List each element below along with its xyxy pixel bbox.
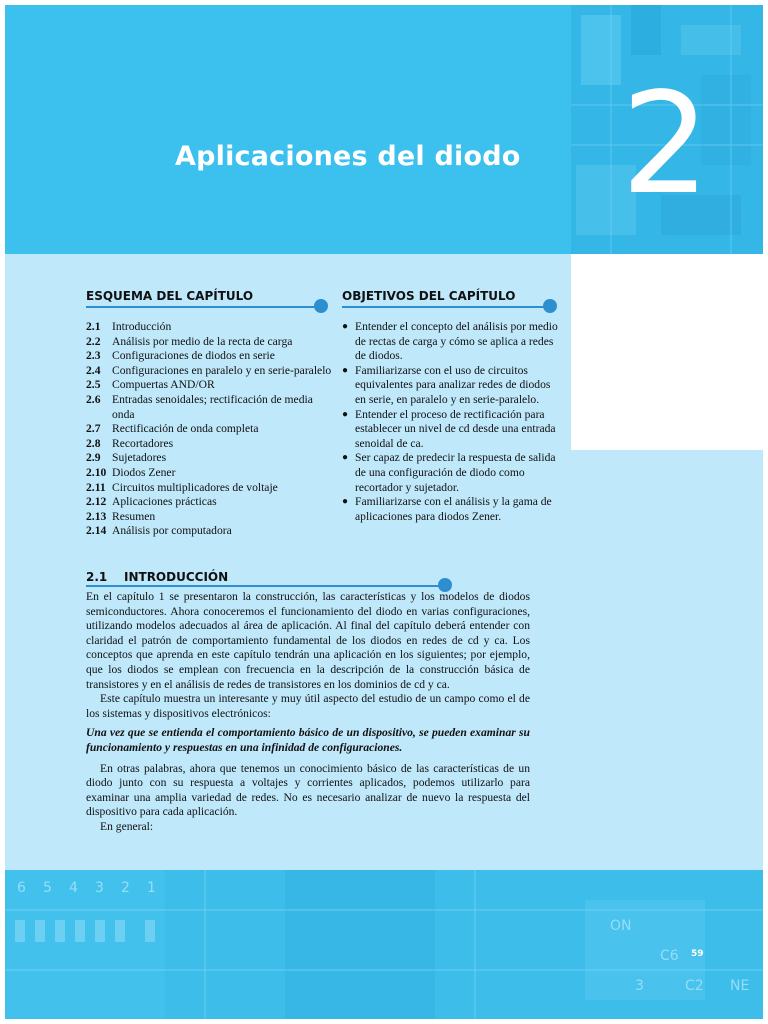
footer-photo-label: 1 [147,880,156,896]
outline-item[interactable]: 2.1 Introducción [86,320,172,333]
outline-item[interactable]: 2.9 Sujetadores [86,451,167,465]
content-panel-lower-extension [571,450,763,870]
outline-item[interactable]: 2.10 Diodos Zener [86,465,176,479]
bullet-icon: ● [342,452,349,464]
outline-item[interactable]: 2.4 Configuraciones en paralelo y en serie-paralelo [86,363,332,377]
outline-item[interactable]: 2.12 Aplicaciones prácticas [86,495,217,509]
objective-item: ● Familiarizarse con el análisis y la gama de aplicaciones para diodos Zener. [342,495,552,523]
footer-photo-label: C2 [685,978,704,994]
paragraph: Este capítulo muestra un interesante y muy útil aspecto del estudio de un campo como el de los sistemas y dispositivos electrónicos: [86,692,530,720]
chapter-outline-list [86,320,336,539]
circuit-board-photo [571,5,763,254]
outline-item[interactable]: 2.2 Análisis por medio de la recta de carga [86,334,293,348]
footer-photo-label: 3 [95,880,104,896]
bullet-icon: ● [342,408,349,420]
bullet-icon: ● [342,496,349,508]
outline-heading-rule [86,306,322,308]
section-heading-rule [86,585,440,587]
outline-item[interactable]: 2.8 Recortadores [86,436,174,450]
page-number: 59 [691,949,704,959]
outline-item[interactable]: 2.3 Configuraciones de diodos en serie [86,349,275,363]
paragraph: En el capítulo 1 se presentaron la construcción, las características y los modelos de diodos semiconductores. Ahora conoceremos el funcionamiento del diodo en varias configuraciones, utilizando modelos adecuados al área de aplicación. Al final del capítulo deberá entender con claridad el patrón de comportamiento fundamental de los diodos en redes de cd y ca. Los conceptos que aprenda en este capítulo tendrán una aplicación en los siguientes; por ejemplo, que los diodos se emplean con frecuencia en la descripción de la construcción básica de transistores y en el análisis de redes de transistores en los dominios de cd y ca. [86,590,530,691]
bullet-icon: ● [342,321,349,332]
outline-item[interactable]: 2.13 Resumen [86,509,156,523]
footer-photo-label: 3 [635,978,644,994]
chapter-objectives-list [342,320,558,524]
footer-photo-label: C6 [660,948,679,964]
objective-item: ● Entender el concepto del análisis por medio de rectas de carga y cómo se aplica a redes de diodos. [342,320,558,363]
bullet-icon: ● [342,364,349,376]
footer-circuit-image [5,870,763,1019]
paragraph: En general: [100,819,154,833]
emphasis-statement: Una vez que se entienda el comportamiento básico de un dispositivo, se pueden examinar su funcionamiento y respuestas en una infinidad de configuraciones. [86,726,530,754]
chapter-title: Aplicaciones del diodo [175,141,521,172]
objectives-heading-dot [543,299,557,313]
outline-item[interactable]: 2.14 Análisis por computadora [86,524,232,538]
outline-heading-dot [314,299,328,313]
outline-heading: ESQUEMA DEL CAPÍTULO [86,289,254,303]
section-body-text [86,590,530,835]
outline-item[interactable]: 2.5 Compuertas AND/OR [86,378,215,392]
objectives-heading: OBJETIVOS DEL CAPÍTULO [342,289,516,303]
footer-circuit-photo [5,870,763,1019]
section-number: 2.1 [86,570,108,584]
outline-item[interactable]: 2.11 Circuitos multiplicadores de voltaje [86,480,278,494]
objective-item: ● Entender el proceso de rectificación para establecer un nivel de cd desde una entrada senoidal de ca. [342,407,556,450]
outline-item[interactable]: 2.7 Rectificación de onda completa [86,422,259,436]
chapter-number: 2 [621,63,711,226]
section-title: INTRODUCCIÓN [124,570,229,584]
outline-item[interactable]: 2.6 Entradas senoidales; rectificación de media onda [86,392,313,421]
footer-photo-label: 5 [43,880,52,896]
footer-photo-label: 2 [121,880,130,896]
paragraph: En otras palabras, ahora que tenemos un conocimiento básico de las características de un diodo junto con su respuesta a voltajes y corrientes aplicados, podemos utilizarlo para examinar una amplia variedad de redes. No es necesario analizar de nuevo la respuesta del dispositivo para cada aplicación. [86,761,530,819]
objectives-heading-rule [342,306,550,308]
footer-photo-label: NE [730,978,750,994]
footer-photo-label: 4 [69,880,78,896]
footer-photo-label: ON [610,918,632,934]
footer-photo-label: 6 [17,880,26,896]
chapter-header-band [5,5,571,254]
objective-item: ● Familiarizarse con el uso de circuitos equivalentes para analizar redes de diodos en serie, en paralelo y en serie-paralelo. [342,363,551,406]
objective-item: ● Ser capaz de predecir la respuesta de salida de una configuración de diodo como recortador y sujetador. [342,451,556,494]
